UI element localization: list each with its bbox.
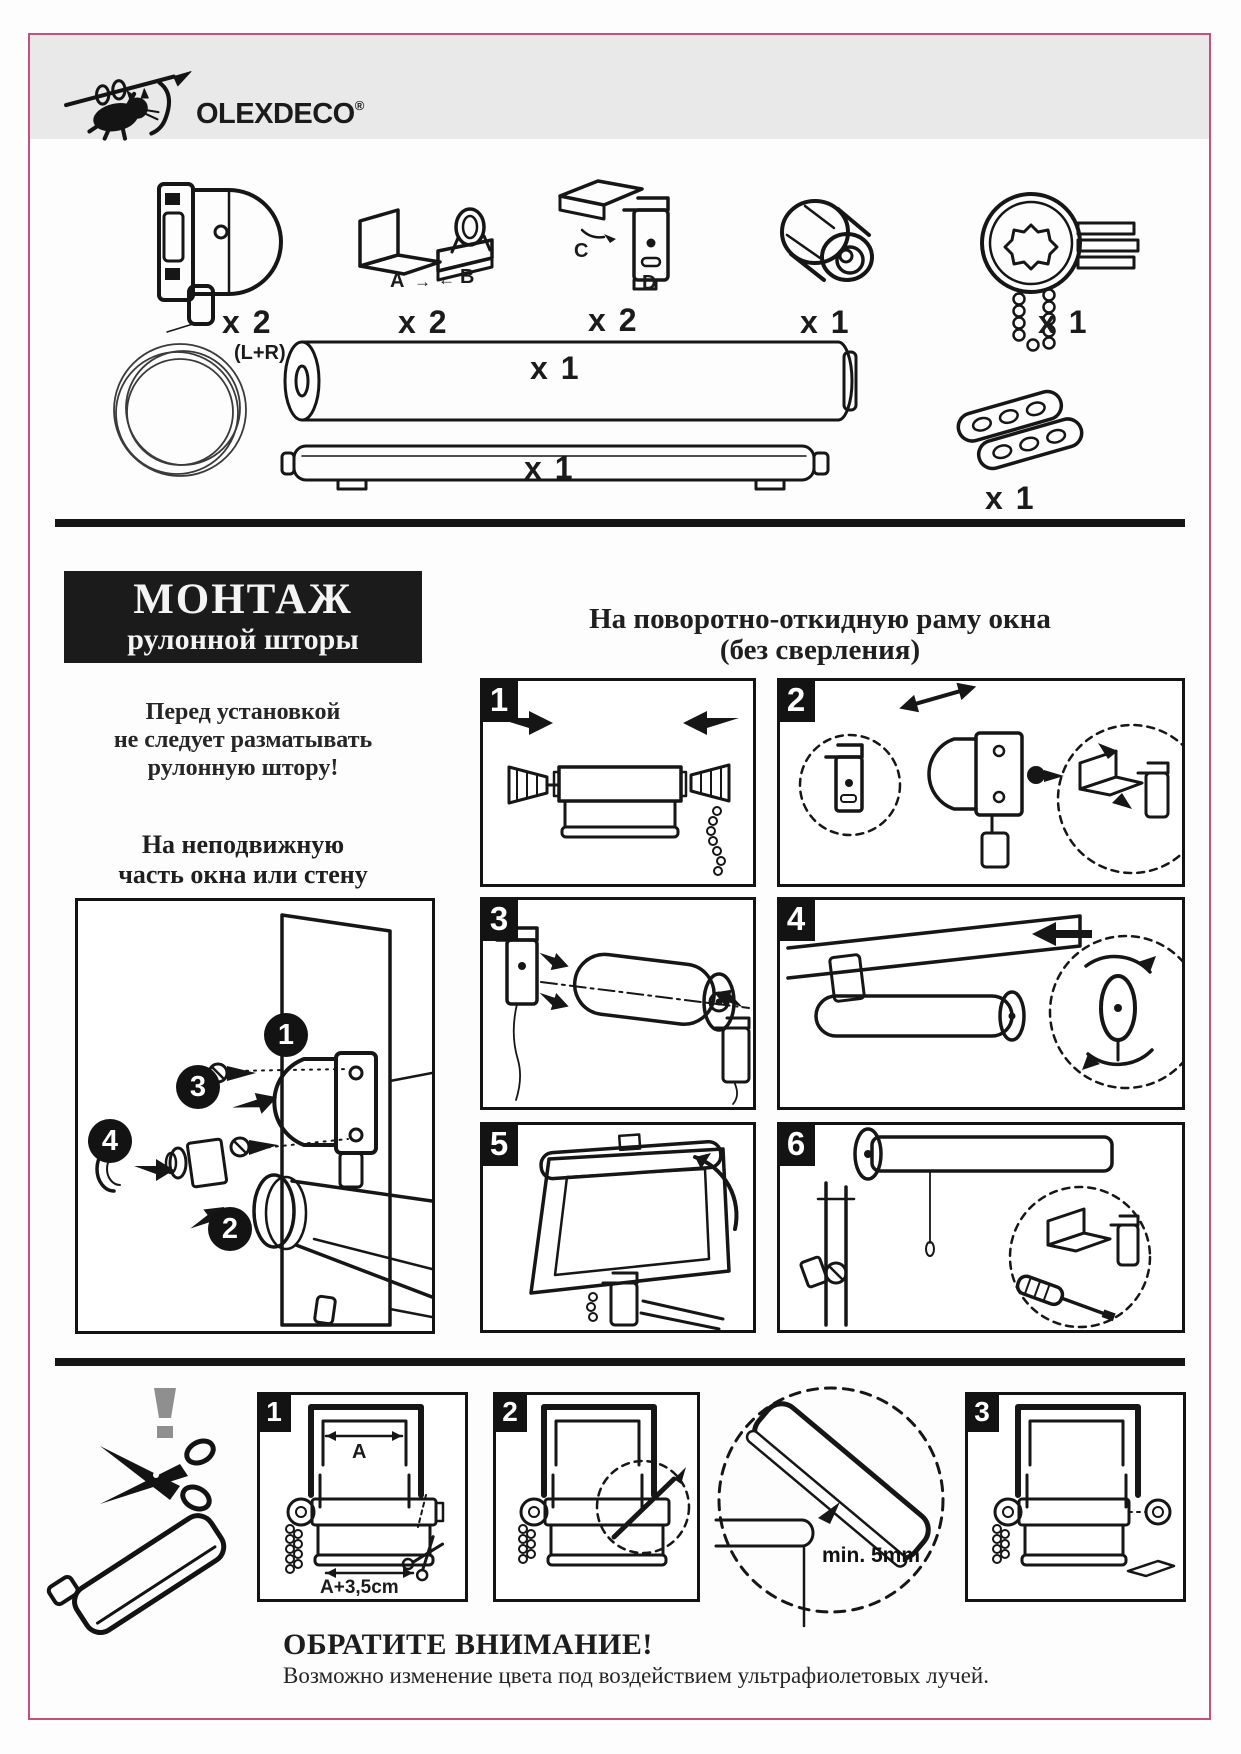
connector-qty: x 1 <box>985 480 1036 516</box>
step-4-number <box>777 897 815 941</box>
no-drill-heading-line1: На поворотно-откидную раму окна <box>589 603 1051 635</box>
hook-label-d: D <box>642 272 657 294</box>
step-panel-1 <box>480 678 756 887</box>
section-divider-top <box>55 519 1185 527</box>
fixed-mount-heading-line2: часть окна или стену <box>118 860 368 889</box>
chain-mechanism-qty: x 1 <box>1038 304 1089 340</box>
step-3-number <box>480 897 518 941</box>
clamp-arrow-left: ← <box>438 270 455 289</box>
hook-qty: x 2 <box>588 302 639 338</box>
cut-3-label: 3 <box>974 1396 990 1427</box>
gap-detail-circle <box>700 1372 962 1634</box>
wall-step-4: 4 <box>101 1124 119 1157</box>
chain-connector-illustration <box>955 380 1085 480</box>
step-panel-6 <box>777 1122 1185 1333</box>
min-gap-label: min. 5mm <box>822 1544 921 1567</box>
bracket-qty: x 2 <box>222 304 273 340</box>
warning-line3: рулонную штору! <box>147 755 339 781</box>
step-5-illustration <box>483 1125 753 1330</box>
fixed-mount-heading-line1: На неподвижную <box>141 830 345 859</box>
hook-label-c: C <box>574 240 589 262</box>
step-6-label: 6 <box>786 1125 806 1162</box>
scissors-icon <box>94 1432 222 1518</box>
wall-step-circle-4 <box>88 1119 132 1163</box>
bushing-qty: x 1 <box>800 304 851 340</box>
wall-step-3: 3 <box>189 1070 207 1103</box>
notice-title: ОБРАТИТЕ ВНИМАНИЕ! <box>283 1628 653 1661</box>
brand-text: OLEXDECO <box>196 98 355 130</box>
section-divider-bottom <box>55 1358 1185 1366</box>
step-2-number <box>777 678 815 722</box>
brand-logo <box>60 64 192 138</box>
bracket-note: (L+R) <box>234 342 286 364</box>
step-6-number <box>777 1122 815 1166</box>
clamp-arrow-right: → <box>414 272 431 291</box>
hook-illustration <box>548 168 698 300</box>
cut-2-label: 2 <box>502 1396 518 1427</box>
coiled-cord-illustration <box>100 330 260 490</box>
cut-1-number <box>257 1392 291 1432</box>
width-label: A <box>352 1441 367 1463</box>
clamp-qty: x 2 <box>398 304 449 340</box>
bushing-illustration <box>775 195 885 293</box>
wall-step-circle-3 <box>176 1065 220 1109</box>
step-6-illustration <box>780 1125 1182 1330</box>
montage-title-line2: рулонной шторы <box>127 623 359 656</box>
montage-title-line1: МОНТАЖ <box>133 576 353 623</box>
cut-3-number <box>965 1392 999 1432</box>
no-drill-heading-line2: (без сверления) <box>719 634 921 666</box>
clamp-label-b: B <box>460 266 475 288</box>
wall-mount-illustration <box>78 901 432 1331</box>
wall-step-1: 1 <box>277 1018 295 1051</box>
step-panel-2 <box>777 678 1185 887</box>
step-1-label: 1 <box>489 681 509 718</box>
step-2-label: 2 <box>786 681 806 718</box>
wall-step-circle-1 <box>264 1013 308 1057</box>
warning-line1: Перед установкой <box>145 699 341 725</box>
cut-panel-3 <box>965 1392 1186 1602</box>
logo-cat-icon <box>60 64 192 138</box>
step-2-illustration <box>780 681 1182 884</box>
step-3-illustration <box>483 900 753 1107</box>
cut-2-number <box>493 1392 527 1432</box>
warning-line2: не следует разматывать <box>113 727 373 753</box>
wall-step-circle-2 <box>208 1207 252 1251</box>
saw-icon <box>56 1516 240 1638</box>
rail-qty: x 1 <box>524 450 575 486</box>
cut-length-label: A+3,5cm <box>320 1577 399 1598</box>
tube-qty: x 1 <box>530 350 581 386</box>
step-panel-3 <box>480 897 756 1110</box>
wall-step-2: 2 <box>221 1212 239 1245</box>
wall-mount-panel <box>75 898 435 1334</box>
step-3-label: 3 <box>489 900 509 937</box>
notice-text: Возможно изменение цвета под воздействием ультрафиолетовых лучей. <box>283 1663 989 1688</box>
cut-1-label: 1 <box>266 1396 282 1427</box>
step-5-number <box>480 1122 518 1166</box>
step-4-illustration <box>780 900 1182 1107</box>
step-panel-5 <box>480 1122 756 1333</box>
unroll-warning <box>70 698 416 782</box>
step-1-illustration <box>483 681 753 884</box>
step-5-label: 5 <box>489 1125 509 1162</box>
step-1-number <box>480 678 518 722</box>
no-drill-heading <box>462 604 1178 666</box>
fixed-mount-heading <box>86 830 400 890</box>
cut-panel-2 <box>493 1392 700 1602</box>
clamp-label-a: A <box>390 270 405 292</box>
montage-title-box <box>64 571 422 663</box>
cut-panel-1 <box>257 1392 468 1602</box>
step-4-label: 4 <box>786 900 806 937</box>
cut-3-illustration <box>968 1395 1182 1598</box>
step-panel-4 <box>777 897 1185 1110</box>
brand-name <box>196 98 364 131</box>
registered-mark: ® <box>354 98 365 113</box>
